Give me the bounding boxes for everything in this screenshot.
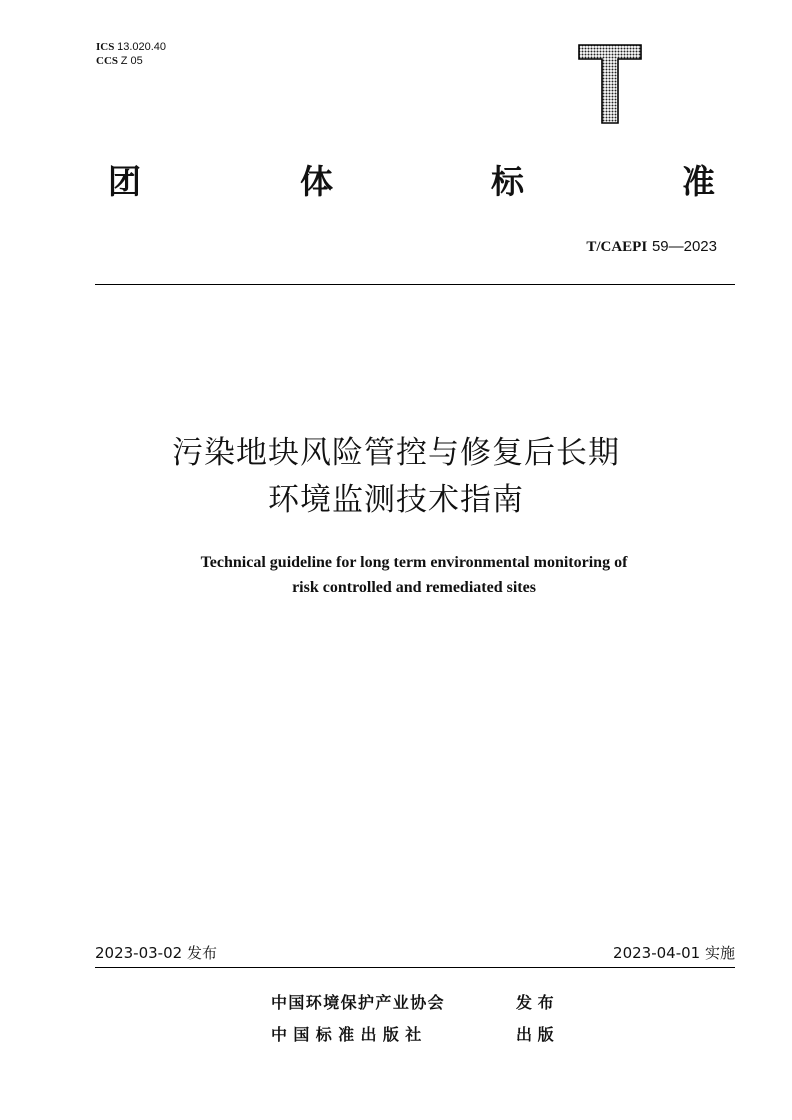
bottom-divider — [95, 967, 735, 968]
ccs-label: CCS — [96, 55, 119, 67]
title-cn-line2: 环境监测技术指南 — [268, 482, 524, 518]
ics-label: ICS — [96, 41, 115, 53]
standard-t-logo-icon — [578, 44, 642, 124]
category-char-2: 体 — [300, 162, 333, 201]
category-char-3: 标 — [491, 162, 524, 201]
standard-code-prefix: T/CAEPI — [586, 239, 648, 255]
standard-code-number: 59—2023 — [651, 238, 717, 255]
publisher-org: 中国环境保护产业协会 — [271, 993, 446, 1012]
category-char-1: 团 — [108, 162, 141, 201]
publisher-role: 发 布 — [516, 993, 554, 1012]
title-en-line2: risk controlled and remediated sites — [292, 579, 536, 596]
ics-line — [96, 41, 166, 54]
ics-value: 13.020.40 — [117, 41, 167, 53]
press-org: 中 国 标 准 出 版 社 — [271, 1025, 422, 1044]
title-en-line1: Technical guideline for long term environmental monitoring of — [200, 554, 628, 571]
ccs-line — [96, 55, 143, 68]
ccs-value: Z 05 — [120, 55, 143, 67]
top-divider — [95, 284, 735, 285]
press-role: 出 版 — [516, 1025, 554, 1044]
standard-code — [586, 236, 717, 257]
title-cn-line1: 污染地块风险管控与修复后长期 — [172, 435, 620, 471]
category-char-4: 准 — [682, 162, 715, 201]
issue-date: 2023-03-02 发布 — [95, 944, 217, 962]
implement-date: 2023-04-01 实施 — [613, 944, 735, 962]
